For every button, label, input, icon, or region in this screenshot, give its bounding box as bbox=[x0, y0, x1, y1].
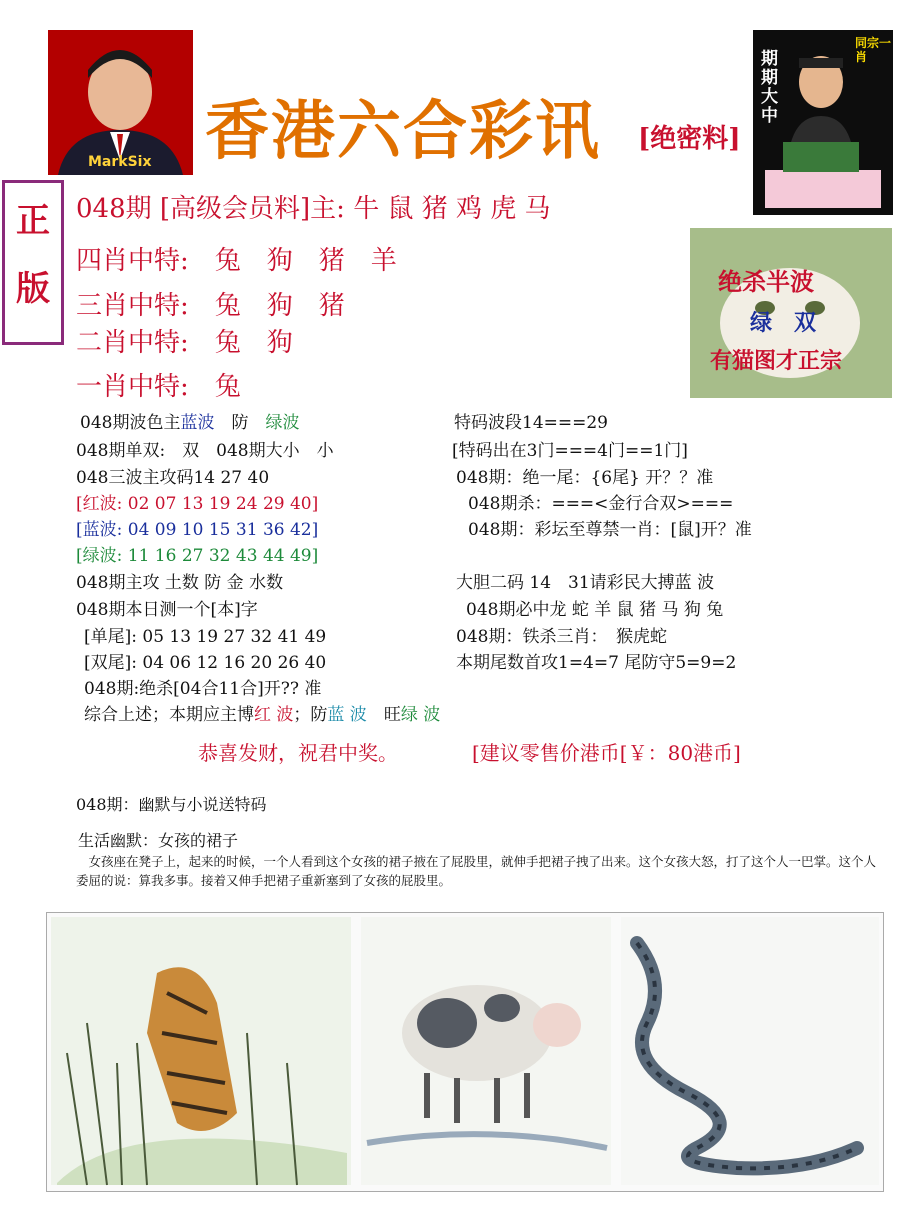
pig-painting bbox=[361, 917, 611, 1185]
cat-image-box bbox=[690, 228, 892, 398]
summary-line bbox=[84, 700, 440, 725]
portrait-caption: MarkSix bbox=[88, 154, 152, 170]
badge-char-1: 正 bbox=[16, 201, 50, 241]
price-text: [建议零售价港币[￥：80港币] bbox=[472, 741, 741, 765]
green-wave-line: [绿波: 11 16 27 32 43 44 49] bbox=[76, 546, 319, 566]
summary-red: 红 波 bbox=[254, 705, 294, 725]
tail-line: 048期：绝一尾：{6尾} 开？？准 bbox=[456, 468, 714, 488]
cat-box-line-1: 绝杀半波 bbox=[718, 267, 814, 296]
humor-body: 女孩座在凳子上，起来的时候，一个人看到这个女孩的裙子掖在了屁股里，就伸手把裙子拽了出来。这个女孩大怒，打了这个人一巴掌。这个人委屈的说：算我多事。接着又伸手把裙子重新塞到了女孩的屁股里。 bbox=[76, 854, 877, 888]
one-zodiac-line: 一肖中特: 兔 bbox=[76, 372, 241, 402]
kill-combo-line: 048期:绝杀[04合11合]开?? 准 bbox=[84, 679, 322, 699]
kill-element-line: 048期杀：===<金行合双>=== bbox=[468, 494, 734, 514]
summary-prefix: 综合上述；本期应主博 bbox=[84, 705, 254, 725]
page-title: 香港六合彩讯 bbox=[205, 94, 601, 169]
wave-mid: 防 bbox=[214, 413, 249, 433]
humor-title: 生活幽默：女孩的裙子 bbox=[78, 831, 239, 850]
summary-wang: 旺 bbox=[383, 705, 401, 725]
three-wave-line: 048三波主攻码14 27 40 bbox=[76, 468, 270, 488]
iron-kill-line: 048期：铁杀三肖： 猴虎蛇 bbox=[456, 627, 667, 647]
one-char-line: 048期本日测一个[本]字 bbox=[76, 600, 258, 620]
authentic-badge bbox=[2, 180, 64, 345]
segment-line: 特码波段14===29 bbox=[454, 413, 608, 433]
four-zodiac-line: 四肖中特: 兔 狗 猪 羊 bbox=[76, 246, 397, 276]
main-attack-line: 048期主攻 土数 防 金 水数 bbox=[76, 573, 284, 593]
snake-painting bbox=[621, 917, 879, 1185]
doors-line: [特码出在3门===4门==1门] bbox=[452, 441, 688, 461]
forbid-line: 048期：彩坛至尊禁一肖：[鼠]开？准 bbox=[468, 520, 752, 540]
congrats-text: 恭喜发财，祝君中奖。 bbox=[198, 741, 398, 765]
portrait-image bbox=[48, 30, 193, 175]
three-zodiac-line: 三肖中特: 兔 狗 猪 bbox=[76, 291, 345, 321]
wave-color-line bbox=[80, 408, 299, 433]
two-zodiac-line: 二肖中特: 兔 狗 bbox=[76, 328, 293, 358]
double-tail-line: [双尾]: 04 06 12 16 20 26 40 bbox=[84, 653, 327, 673]
badge-char-2: 版 bbox=[16, 269, 50, 309]
tail-attack-line: 本期尾数首攻1=4=7 尾防守5=9=2 bbox=[456, 653, 737, 673]
humor-heading: 048期：幽默与小说送特码 bbox=[76, 795, 267, 814]
tiger-painting bbox=[51, 917, 351, 1185]
wave-blue: 蓝波 bbox=[180, 413, 215, 433]
must-win-line: 048期必中龙 蛇 羊 鼠 猪 马 狗 兔 bbox=[466, 600, 724, 620]
member-line: 048期 [高级会员料]主: 牛 鼠 猪 鸡 虎 马 bbox=[76, 194, 551, 224]
red-wave-line: [红波: 02 07 13 19 24 29 40] bbox=[76, 494, 319, 514]
summary-green: 绿 波 bbox=[400, 705, 441, 725]
wave-green: 绿波 bbox=[265, 413, 300, 433]
single-tail-line: [单尾]: 05 13 19 27 32 41 49 bbox=[84, 627, 327, 647]
cartoon-text-top: 期期大中 bbox=[761, 49, 778, 126]
blue-wave-line: [蓝波: 04 09 10 15 31 36 42] bbox=[76, 520, 319, 540]
cartoon-text-side: 同宗一肖 bbox=[855, 36, 892, 64]
wave-prefix: 048期波色主 bbox=[80, 413, 181, 433]
zodiac-paintings bbox=[46, 912, 884, 1192]
summary-blue: 蓝 波 bbox=[327, 705, 367, 725]
odd-even-line: 048期单双: 双 048期大小 小 bbox=[76, 441, 334, 461]
cartoon-image bbox=[753, 30, 893, 215]
page-subtitle: [绝密料] bbox=[638, 124, 741, 154]
summary-mid: ；防 bbox=[293, 705, 328, 725]
bold-two-line: 大胆二码 14 31请彩民大搏蓝 波 bbox=[456, 573, 715, 593]
cat-box-line-3: 有猫图才正宗 bbox=[710, 348, 843, 374]
cat-box-line-2: 绿 双 bbox=[750, 310, 817, 336]
